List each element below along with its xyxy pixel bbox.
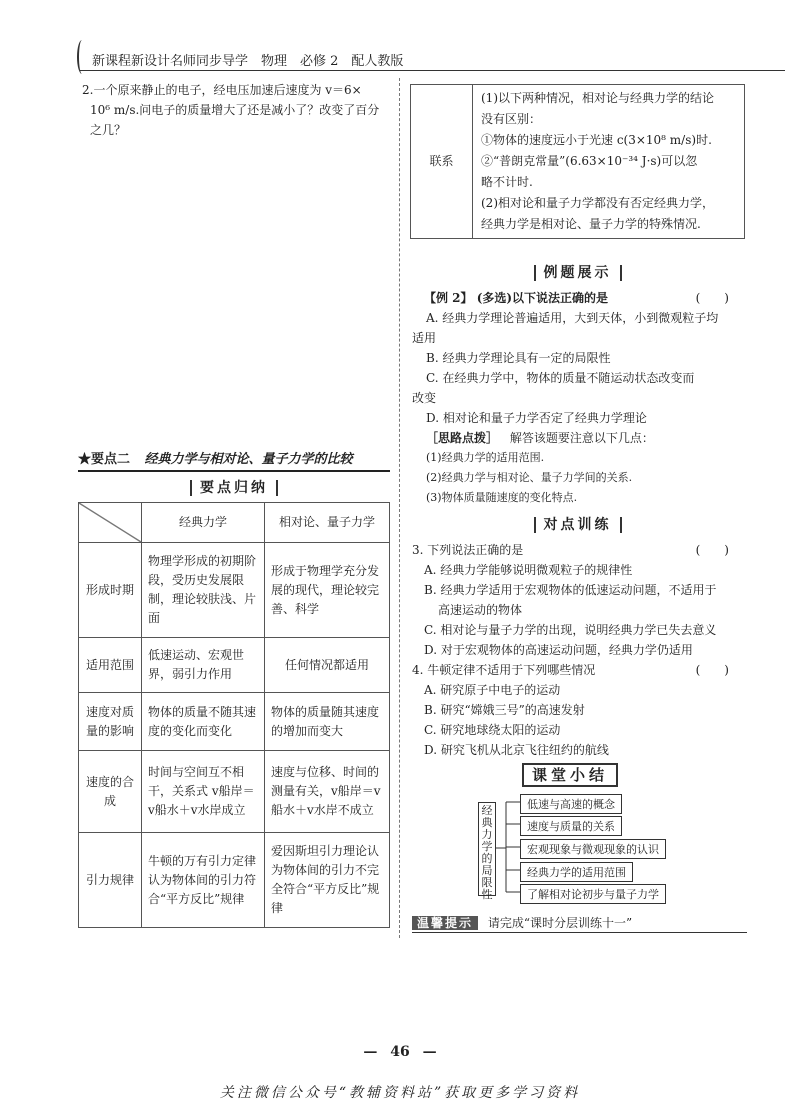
section-2-star: ★要点二: [78, 452, 131, 467]
option-text: B. 经典力学适用于宏观物体的低速运动问题，不适用于: [424, 583, 717, 597]
tip-tag: 温馨提示: [412, 916, 478, 930]
option-text: B. 经典力学理论具有一定的局限性: [426, 351, 611, 365]
page-number: 46: [390, 1044, 410, 1060]
hint-tag: ［思路点拨］: [426, 431, 499, 445]
header-rule: [80, 70, 785, 71]
mind-map-item: 了解相对论初步与量子力学: [520, 884, 666, 904]
option-text: D. 对于宏观物体的高速运动问题，经典力学仍适用: [424, 643, 693, 657]
section-2-heading: [78, 448, 390, 467]
corner-cell: [79, 503, 142, 543]
cell: 速度与位移、时间的测量有关，v船岸＝v船水＋v水岸不成立: [265, 751, 390, 833]
cell: 牛顿的万有引力定律认为物体间的引力符合“平方反比”规律: [142, 833, 265, 928]
option-text: C. 研究地球绕太阳的运动: [424, 723, 561, 737]
relation-line: (2)相对论和量子力学都没有否定经典力学，: [481, 196, 714, 210]
relation-table: [410, 84, 745, 239]
relation-content: [473, 85, 745, 239]
question-2: [82, 80, 392, 140]
table-row: [79, 693, 390, 751]
key-points-box: [78, 477, 390, 497]
row-label: 速度的合成: [79, 751, 142, 833]
page-header: [80, 50, 780, 72]
training-title: 对点训练: [534, 517, 622, 533]
example-2: [412, 288, 747, 508]
footer-note: 关注微信公众号“教辅资料站”获取更多学习资料: [219, 1085, 581, 1101]
option-text: D. 相对论和量子力学否定了经典力学理论: [426, 411, 647, 425]
mind-map-item: 低速与高速的概念: [520, 794, 622, 814]
hint-item: (2)经典力学与相对论、量子力学间的关系.: [426, 471, 633, 484]
answer-paren: ( ): [695, 291, 729, 305]
hint-item: (1)经典力学的适用范围.: [426, 451, 545, 464]
cell: 时间与空间互不相干，关系式 v船岸＝v船水＋v水岸成立: [142, 751, 265, 833]
option-text: A. 研究原子中电子的运动: [424, 683, 561, 697]
col-header: 经典力学: [142, 503, 265, 543]
tip-bar: [412, 914, 747, 933]
table-row: [79, 543, 390, 638]
relation-label: 联系: [411, 85, 473, 239]
q2-line: 之几？: [90, 123, 127, 137]
table-row: [79, 638, 390, 693]
page-number-line: [0, 1044, 800, 1060]
row-label: 形成时期: [79, 543, 142, 638]
comparison-table: [78, 502, 390, 928]
row-label: 引力规律: [79, 833, 142, 928]
cell: 物体的质量不随其速度的变化而变化: [142, 693, 265, 751]
key-points-title: 要点归纳: [190, 480, 278, 496]
cell: 低速运动、宏观世界，弱引力作用: [142, 638, 265, 693]
question-3: 3. 下列说法正确的是: [412, 543, 524, 557]
question-4: 4. 牛顿定律不适用于下列哪些情况: [412, 663, 596, 677]
relation-line: 经典力学是相对论、量子力学的特殊情况.: [481, 217, 701, 231]
training-questions: [412, 540, 747, 760]
hint-item: (3)物体质量随速度的变化特点.: [426, 491, 578, 504]
cell: 任何情况都适用: [265, 638, 390, 693]
relation-line: (1)以下两种情况，相对论与经典力学的结论: [481, 91, 714, 105]
mind-map-root: 经典力学的局限性: [478, 802, 496, 896]
option-text: B. 研究“嫦娥三号”的高速发射: [424, 703, 585, 717]
example-stem: 【例 2】 (多选)以下说法正确的是: [424, 291, 609, 305]
training-box: [410, 514, 745, 534]
cell: 形成于物理学充分发展的现代，理论较完善、科学: [265, 543, 390, 638]
mind-map-item: 速度与质量的关系: [520, 816, 622, 836]
column-divider: [399, 78, 400, 938]
relation-line: 略不计时.: [481, 175, 533, 189]
answer-paren: ( ): [695, 543, 729, 557]
row-label: 速度对质量的影响: [79, 693, 142, 751]
q2-line: 2.一个原来静止的电子，经电压加速后速度为 v＝6×: [82, 83, 362, 97]
mind-map-item: 经典力学的适用范围: [520, 862, 633, 882]
row-label: 适用范围: [79, 638, 142, 693]
mind-map-connectors: [496, 792, 520, 904]
page-dash: —: [422, 1044, 437, 1060]
option-text: 高速运动的物体: [438, 603, 523, 617]
option-text: D. 研究飞机从北京飞往纽约的航线: [424, 743, 609, 757]
cell: 爱因斯坦引力理论认为物体间的引力不完全符合“平方反比”规律: [265, 833, 390, 928]
relation-line: ①物体的速度远小于光速 c(3×10⁸ m/s)时.: [481, 133, 712, 147]
table-row: [79, 833, 390, 928]
mind-map: [468, 792, 688, 907]
section-2-rule: [78, 470, 390, 472]
cell: 物理学形成的初期阶段，受历史发展限制，理论较肤浅、片面: [142, 543, 265, 638]
summary-title: 课堂小结: [522, 763, 618, 787]
option-text: 适用: [412, 331, 437, 345]
example-box: [410, 262, 745, 282]
example-title: 例题展示: [534, 265, 622, 281]
option-text: A. 经典力学能够说明微观粒子的规律性: [424, 563, 633, 577]
tip-text: 请完成“课时分层训练十一”: [487, 916, 633, 930]
option-text: 改变: [412, 391, 437, 405]
summary-box: [510, 764, 630, 785]
col-header: 相对论、量子力学: [265, 503, 390, 543]
header-title: 新课程新设计名师同步导学 物理 必修 2 配人教版: [92, 54, 404, 69]
cell: 物体的质量随其速度的增加而变大: [265, 693, 390, 751]
hint-text: 解答该题要注意以下几点：: [509, 431, 654, 445]
page-dash: —: [363, 1044, 378, 1060]
answer-paren: ( ): [695, 663, 729, 677]
section-2-title: 经典力学与相对论、量子力学的比较: [144, 452, 353, 467]
table-row: [79, 751, 390, 833]
option-text: C. 在经典力学中，物体的质量不随运动状态改变而: [426, 371, 695, 385]
option-text: A. 经典力学理论普遍适用，大到天体，小到微观粒子均: [426, 311, 719, 325]
relation-line: ②“普朗克常量”(6.63×10⁻³⁴ J·s)可以忽: [481, 154, 698, 168]
diagonal-line: [79, 503, 141, 542]
relation-line: 没有区别：: [481, 112, 542, 126]
option-text: C. 相对论与量子力学的出现，说明经典力学已失去意义: [424, 623, 717, 637]
q2-line: 10⁶ m/s.问电子的质量增大了还是减小了？改变了百分: [90, 103, 380, 117]
mind-map-item: 宏观现象与微观现象的认识: [520, 839, 666, 859]
